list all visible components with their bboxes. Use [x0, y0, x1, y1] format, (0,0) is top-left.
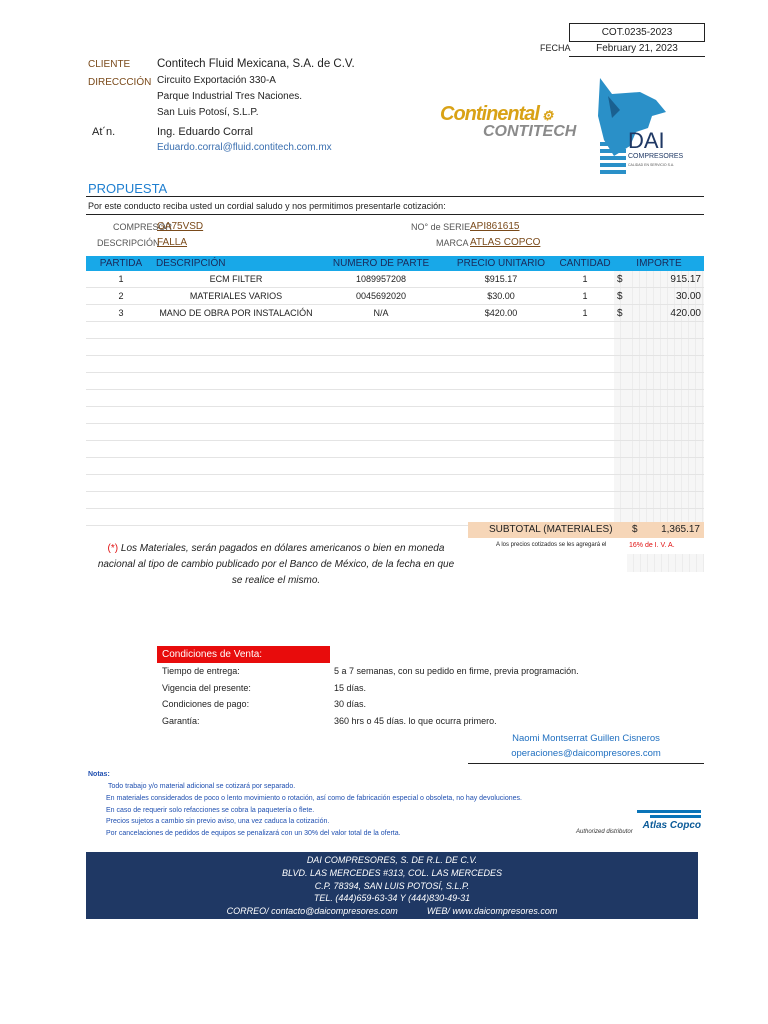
cell-empty: [86, 458, 156, 475]
cell-empty: [86, 356, 156, 373]
note-line-2: nacional al tipo de cambio publicado por el Banco de México, de la fecha en que: [97, 559, 455, 570]
cell-empty: [614, 390, 626, 407]
cell-empty: [316, 441, 446, 458]
col-descripcion: DESCRIPCIÓN: [156, 256, 316, 271]
table-header-row: [86, 256, 704, 271]
nota-line: Precios sujetos a cambio sin previo aviso, una vez caduca la cotización.: [106, 818, 330, 825]
cell-parte: 0045692020: [316, 288, 446, 305]
dai-logo-tag: CALIDAD EN SERVICIO S.A.: [628, 163, 675, 167]
divider: [86, 214, 704, 215]
cell-empty: [626, 441, 704, 458]
serie-value: API861615: [470, 221, 520, 232]
cell-currency: $: [614, 271, 626, 288]
subtotal-value: 1,365.17: [661, 524, 700, 535]
cell-empty: [156, 407, 316, 424]
cell-empty: [614, 458, 626, 475]
cell-empty: [156, 339, 316, 356]
dai-logo-text: DAI: [628, 128, 665, 153]
cell-empty: [446, 356, 556, 373]
cond-value: 360 hrs o 45 días. lo que ocurra primero.: [334, 716, 497, 726]
cell-empty: [86, 492, 156, 509]
cell-empty: [446, 475, 556, 492]
cell-empty: [316, 356, 446, 373]
intro-text: Por este conducto reciba usted un cordial saludo y nos permitimos presentarle cotización:: [88, 201, 446, 211]
cell-precio: $30.00: [446, 288, 556, 305]
note-line-1: Los Materiales, serán pagados en dólares americanos o bien en moneda: [120, 543, 445, 554]
cell-empty: [614, 339, 626, 356]
col-cantidad: CANTIDAD: [556, 256, 614, 271]
subtotal-label: SUBTOTAL (MATERIALES): [489, 524, 613, 535]
cell-importe: 30.00: [626, 288, 704, 305]
cell-empty: [316, 373, 446, 390]
footer-web[interactable]: WEB/ www.daicompresores.com: [426, 906, 558, 917]
cell-empty: [614, 475, 626, 492]
table-row-empty: [86, 373, 704, 390]
direccion-label: DIRECCCIÓN: [88, 77, 152, 88]
cell-empty: [156, 390, 316, 407]
cell-empty: [86, 441, 156, 458]
marca-label: MARCA: [436, 238, 469, 248]
cell-empty: [156, 322, 316, 339]
compresor-label: COMPRESOR: [113, 222, 173, 232]
cell-empty: [556, 339, 614, 356]
cell-empty: [316, 509, 446, 526]
cell-empty: [316, 339, 446, 356]
cond-label: Condiciones de pago:: [162, 699, 250, 709]
cell-empty: [446, 373, 556, 390]
subtotal-currency: $: [632, 524, 638, 535]
nota-line: En caso de requerir solo refacciones se cobra la paquetería o flete.: [106, 807, 315, 814]
cliente-label: CLIENTE: [88, 59, 131, 70]
cell-empty: [556, 475, 614, 492]
conditions-title: Condiciones de Venta:: [157, 646, 330, 663]
cell-empty: [626, 373, 704, 390]
cell-empty: [556, 322, 614, 339]
fecha-label: FECHA: [540, 43, 571, 53]
atn-label: At´n.: [92, 126, 116, 138]
cell-empty: [446, 322, 556, 339]
cell-empty: [446, 458, 556, 475]
cell-empty: [446, 492, 556, 509]
cell-empty: [626, 458, 704, 475]
cell-empty: [316, 407, 446, 424]
cell-desc: ECM FILTER: [156, 271, 316, 288]
cell-empty: [626, 339, 704, 356]
serie-label: NO° de SERIE: [411, 222, 471, 232]
compresor-value: GA75VSD: [157, 221, 204, 232]
table-row: [86, 271, 704, 288]
cell-desc: MATERIALES VARIOS: [156, 288, 316, 305]
notas-title: Notas:: [88, 771, 110, 778]
client-email[interactable]: Eduardo.corral@fluid.contitech.com.mx: [157, 142, 332, 153]
cell-precio: $915.17: [446, 271, 556, 288]
col-partida: PARTIDA: [86, 256, 156, 271]
cell-importe: 420.00: [626, 305, 704, 322]
cell-empty: [556, 424, 614, 441]
currency-note: [86, 541, 466, 589]
cell-desc: MANO DE OBRA POR INSTALACIÓN: [156, 305, 316, 322]
cell-empty: [626, 390, 704, 407]
cell-empty: [446, 390, 556, 407]
cell-empty: [156, 509, 316, 526]
fecha-value: February 21, 2023: [569, 41, 705, 57]
cell-empty: [556, 492, 614, 509]
continental-logo: Continental ⚙: [440, 103, 553, 125]
cell-cantidad: 1: [556, 288, 614, 305]
cell-partida: 3: [86, 305, 156, 322]
table-row-empty: [86, 441, 704, 458]
atlas-copco-logo: Atlas Copco: [637, 810, 701, 836]
cell-empty: [446, 339, 556, 356]
marca-value: ATLAS COPCO: [470, 237, 541, 248]
col-precio-unitario: PRECIO UNITARIO: [446, 256, 556, 271]
table-row-empty: [86, 458, 704, 475]
note-mark: (*): [107, 543, 119, 554]
cell-empty: [86, 339, 156, 356]
nota-line: Por cancelaciones de pedidos de equipos se penalizará con un 30% del valor total de la oferta.: [106, 830, 401, 837]
cell-empty: [86, 424, 156, 441]
address-line-1: Circuito Exportación 330-A: [157, 75, 276, 86]
items-table: [86, 256, 704, 526]
cond-value: 15 días.: [334, 683, 367, 693]
cell-empty: [86, 475, 156, 492]
col-importe: IMPORTE: [614, 256, 704, 271]
table-row-empty: [86, 492, 704, 509]
divider: [86, 196, 704, 197]
cell-empty: [446, 424, 556, 441]
quote-number: COT.0235-2023: [569, 23, 705, 42]
cell-parte: 1089957208: [316, 271, 446, 288]
cell-empty: [156, 458, 316, 475]
table-row-empty: [86, 475, 704, 492]
address-line-3: San Luis Potosí, S.L.P.: [157, 107, 259, 118]
cell-empty: [316, 390, 446, 407]
table-row: [86, 305, 704, 322]
cell-cantidad: 1: [556, 271, 614, 288]
cell-partida: 1: [86, 271, 156, 288]
cond-label: Garantía:: [162, 716, 200, 726]
cell-empty: [446, 441, 556, 458]
address-line-2: Parque Industrial Tres Naciones.: [157, 91, 303, 102]
footer-city: C.P. 78394, SAN LUIS POTOSÍ, S.L.P.: [314, 880, 470, 891]
footer-phone: TEL. (444)659-63-34 Y (444)830-49-31: [313, 893, 471, 904]
cell-empty: [614, 424, 626, 441]
cell-empty: [556, 458, 614, 475]
table-row-empty: [86, 390, 704, 407]
table-row-empty: [86, 339, 704, 356]
contitech-logo: CONTITECH: [483, 123, 577, 140]
cell-empty: [86, 322, 156, 339]
iva-rate: 16% de I. V. A.: [629, 542, 675, 549]
authorized-distributor: Authorized distributor: [576, 829, 633, 835]
cell-empty: [556, 441, 614, 458]
table-row: [86, 288, 704, 305]
note-line-3: se realice el mismo.: [231, 575, 321, 586]
cell-empty: [156, 441, 316, 458]
cell-cantidad: 1: [556, 305, 614, 322]
cell-currency: $: [614, 305, 626, 322]
dai-logo-sub: COMPRESORES: [628, 153, 684, 160]
cell-empty: [156, 424, 316, 441]
cell-empty: [614, 356, 626, 373]
descripcion-label: DESCRIPCIÓN: [97, 238, 160, 248]
signature-email[interactable]: operaciones@daicompresores.com: [511, 748, 661, 759]
nota-line: En materiales considerados de poco o lento movimiento o rotación, así como de fabricación especial o obsoleta, no hay devoluciones.: [106, 795, 522, 802]
cell-empty: [556, 356, 614, 373]
propuesta-title: PROPUESTA: [88, 181, 168, 196]
cliente-name: Contitech Fluid Mexicana, S.A. de C.V.: [157, 58, 355, 70]
cell-currency: $: [614, 288, 626, 305]
horse-icon: ⚙: [539, 108, 553, 123]
cell-empty: [156, 492, 316, 509]
cell-empty: [156, 373, 316, 390]
cell-empty: [316, 322, 446, 339]
signature-line: [468, 763, 704, 764]
footer-address: BLVD. LAS MERCEDES #313, COL. LAS MERCEDES: [281, 867, 503, 878]
cell-empty: [156, 356, 316, 373]
cell-parte: N/A: [316, 305, 446, 322]
cell-empty: [86, 509, 156, 526]
cell-empty: [316, 458, 446, 475]
cond-label: Vigencia del presente:: [162, 683, 251, 693]
iva-note: A los precios cotizados se les agregará el: [496, 542, 607, 548]
table-row-empty: [86, 356, 704, 373]
descripcion-value: FALLA: [157, 237, 188, 248]
cond-value: 30 días.: [334, 699, 367, 709]
cell-empty: [614, 441, 626, 458]
cell-empty: [156, 475, 316, 492]
atn-name: Ing. Eduardo Corral: [157, 126, 253, 138]
cond-label: Tiempo de entrega:: [162, 666, 240, 676]
cell-empty: [614, 407, 626, 424]
table-row-empty: [86, 407, 704, 424]
cell-empty: [446, 407, 556, 424]
footer: [86, 852, 698, 919]
table-row-empty: [86, 424, 704, 441]
signature-name: Naomi Montserrat Guillen Cisneros: [512, 733, 660, 744]
cell-empty: [316, 475, 446, 492]
cell-empty: [626, 424, 704, 441]
cell-empty: [86, 373, 156, 390]
cell-empty: [626, 322, 704, 339]
cell-empty: [614, 373, 626, 390]
cell-partida: 2: [86, 288, 156, 305]
cell-empty: [626, 492, 704, 509]
cell-precio: $420.00: [446, 305, 556, 322]
cell-empty: [626, 356, 704, 373]
table-row-empty: [86, 322, 704, 339]
iva-cell: [627, 554, 704, 572]
cell-empty: [316, 492, 446, 509]
cell-empty: [86, 390, 156, 407]
footer-email[interactable]: CORREO/ contacto@daicompresores.com: [226, 906, 398, 917]
nota-line: Todo trabajo y/o material adicional se cotizará por separado.: [108, 783, 296, 790]
cell-empty: [316, 424, 446, 441]
cell-empty: [626, 407, 704, 424]
cell-empty: [556, 390, 614, 407]
cell-empty: [556, 373, 614, 390]
cond-value: 5 a 7 semanas, con su pedido en firme, previa programación.: [334, 666, 579, 676]
footer-company: DAI COMPRESORES, S. DE R.L. DE C.V.: [306, 855, 478, 865]
cell-empty: [614, 492, 626, 509]
col-numero-parte: NUMERO DE PARTE: [316, 256, 446, 271]
cell-importe: 915.17: [626, 271, 704, 288]
cell-empty: [626, 475, 704, 492]
cell-empty: [614, 322, 626, 339]
cell-empty: [556, 407, 614, 424]
cell-empty: [86, 407, 156, 424]
